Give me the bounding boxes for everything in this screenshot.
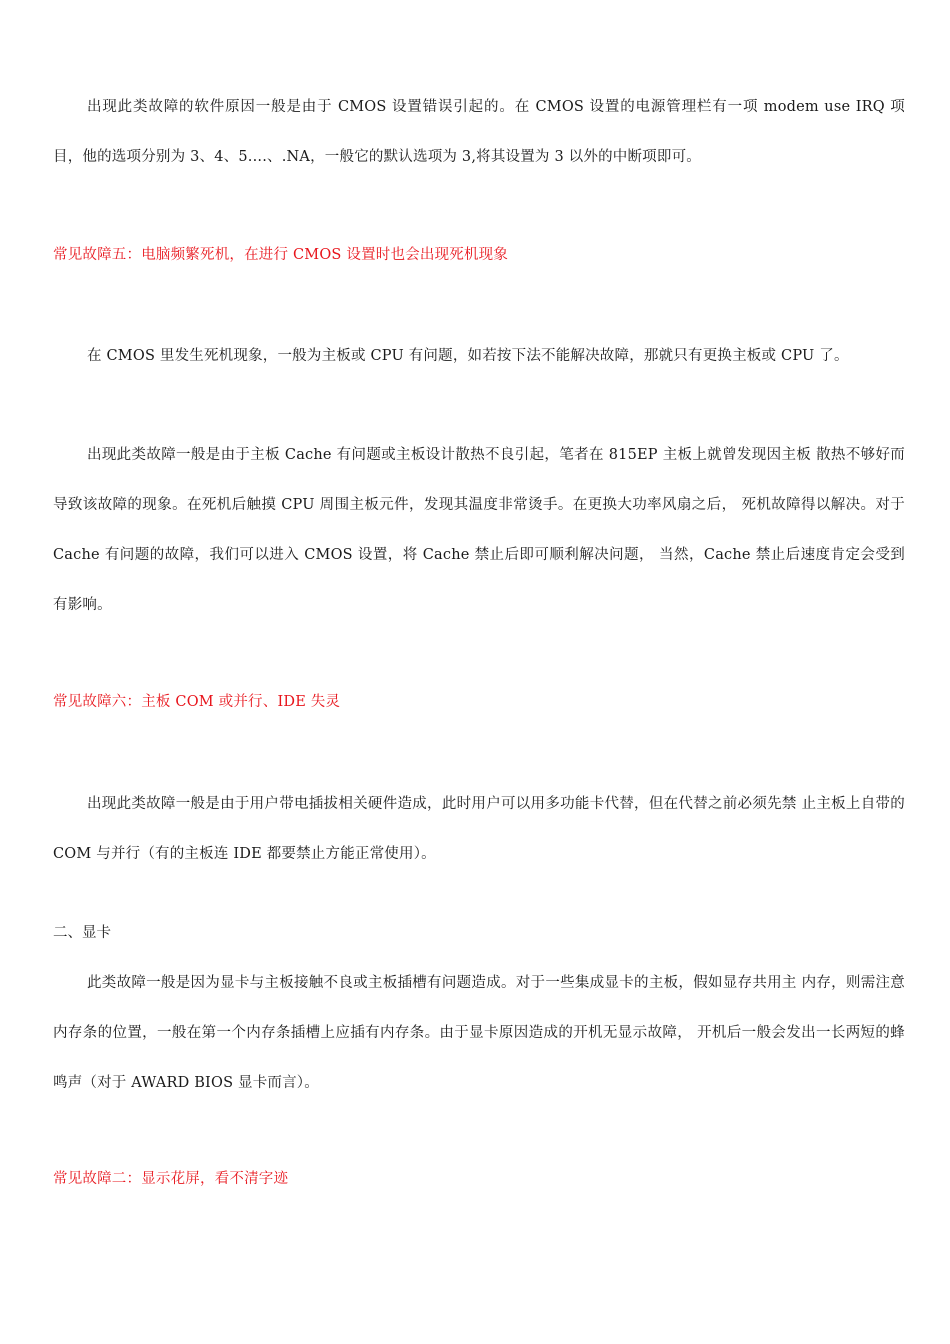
paragraph-cmos-freeze: 在 CMOS 里发生死机现象，一般为主板或 CPU 有问题，如若按下法不能解决故障，那就只有更换主板或 CPU 了。 [87,348,849,364]
section-title-graphics-card: 二、显卡 [53,925,111,941]
heading-fault-two: 常见故障二：显示花屏，看不清字迹 [53,1171,289,1187]
paragraph-cmos-irq: 出现此类故障的软件原因一般是由于 CMOS 设置错误引起的。在 CMOS 设置的电源管理栏有一项 modem use IRQ 项目，他的选项分别为 3、4、5....、.NA，一般它的默认选项为 3,将其设置为 3 以外的中断项即可。 [53,99,905,165]
paragraph-cache-fault: 出现此类故障一般是由于主板 Cache 有问题或主板设计散热不良引起，笔者在 815EP 主板上就曾发现因主板 散热不够好而导致该故障的现象。在死机后触摸 CPU 周围主板元件，发现其温度非常烫手。在更换大功率风扇之后， 死机故障得以解决。对于 Cache 有问题的故障，我们可以进入 CMOS 设置，将 Cache 禁止后即可顺利解决问题， 当然，Cache 禁止后速度肯定会受到有影响。 [53,447,905,613]
heading-fault-five: 常见故障五：电脑频繁死机，在进行 CMOS 设置时也会出现死机现象 [53,247,509,263]
heading-fault-six: 常见故障六：主板 COM 或并行、IDE 失灵 [53,694,341,710]
paragraph-com-parallel: 出现此类故障一般是由于用户带电插拔相关硬件造成，此时用户可以用多功能卡代替，但在代替之前必须先禁 止主板上自带的 COM 与并行（有的主板连 IDE 都要禁止方能正常使用）。 [53,796,905,862]
paragraph-graphics-card: 此类故障一般是因为显卡与主板接触不良或主板插槽有问题造成。对于一些集成显卡的主板，假如显存共用主 内存，则需注意内存条的位置，一般在第一个内存条插槽上应插有内存条。由于显卡原因造成的开机无显示故障， 开机后一般会发出一长两短的蜂鸣声（对于 AWARD BIOS 显卡而言）。 [53,975,905,1091]
